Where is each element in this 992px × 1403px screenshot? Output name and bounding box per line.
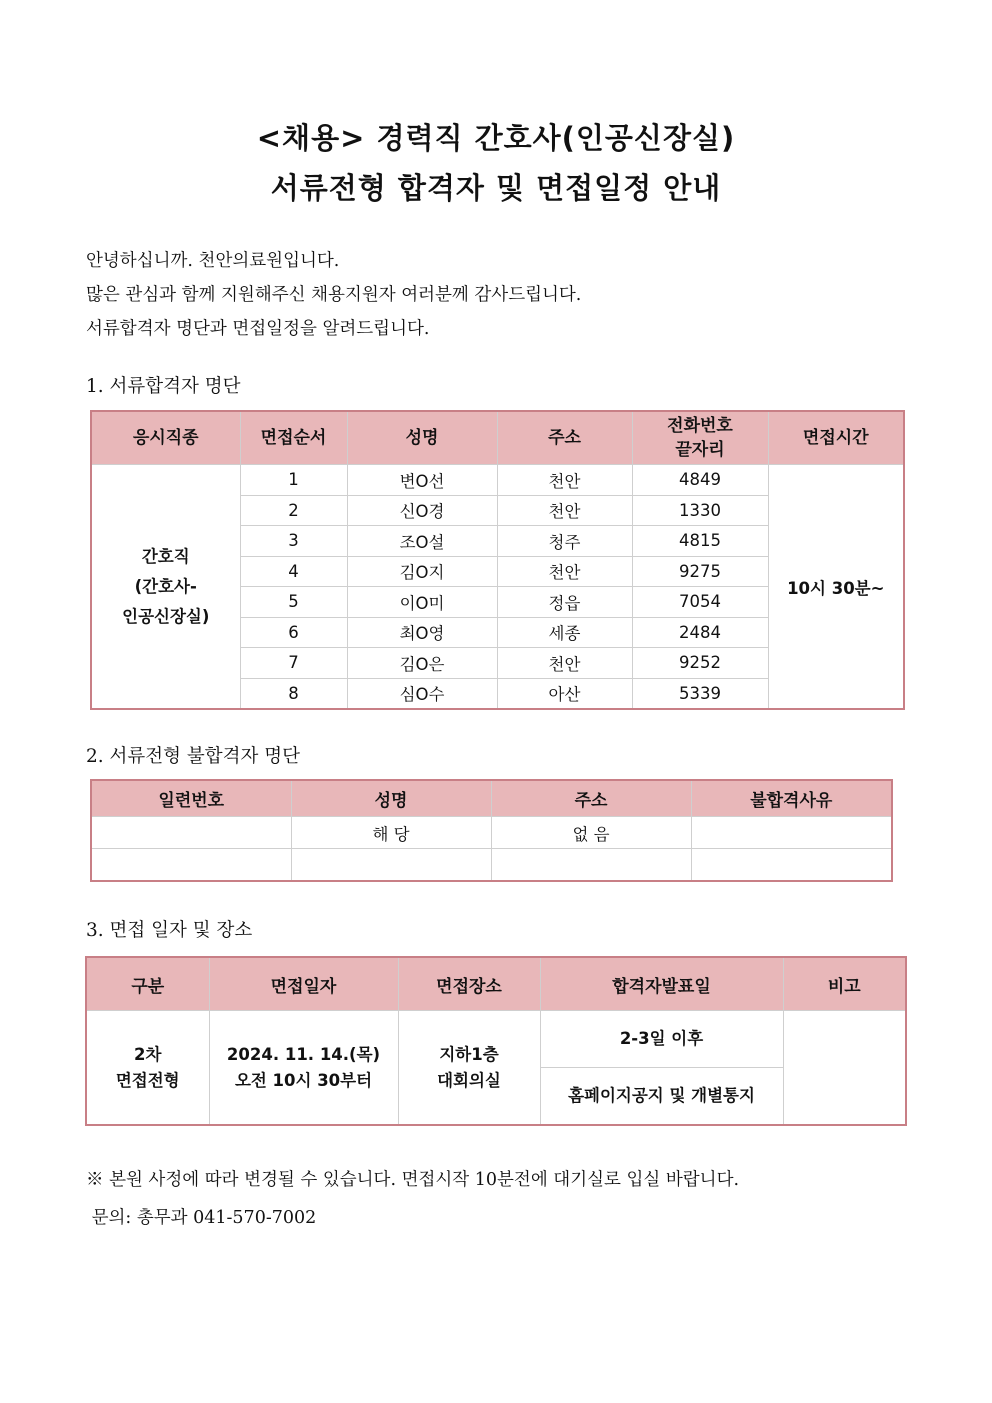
- address-cell: 없 음: [491, 817, 691, 849]
- contact-text: 문의: 총무과 041-570-7002: [86, 1208, 317, 1228]
- header-job: 응시직종: [91, 411, 240, 465]
- name-cell: 변O선: [347, 465, 497, 496]
- name-cell: 심O수: [347, 678, 497, 709]
- header-serial: 일련번호: [91, 780, 291, 817]
- footer-note: [86, 1161, 739, 1237]
- name-cell: 해 당: [291, 817, 491, 849]
- date-line: 오전 10시 30부터: [234, 1070, 373, 1090]
- time-cell: 10시 30분~: [768, 465, 904, 710]
- order-cell: 5: [240, 587, 347, 618]
- date-line: 2024. 11. 14.(목): [226, 1044, 381, 1064]
- header-phone: [632, 411, 768, 465]
- name-cell: 김O지: [347, 556, 497, 587]
- date-cell: [209, 1011, 398, 1126]
- order-cell: 4: [240, 556, 347, 587]
- announce-method-cell: 홈페이지공지 및 개별통지: [540, 1068, 783, 1126]
- intro-line: 많은 관심과 함께 지원해주신 채용지원자 여러분께 감사드립니다.: [86, 285, 582, 305]
- place-line: 대회의실: [437, 1070, 501, 1090]
- address-cell: 청주: [497, 526, 632, 557]
- category-line: 2차: [134, 1044, 162, 1064]
- empty-cell: [291, 849, 491, 882]
- job-cell: [91, 465, 240, 710]
- phone-cell: 9252: [632, 648, 768, 679]
- header-phone-line1: 전화번호: [667, 416, 733, 436]
- place-cell: [398, 1011, 540, 1126]
- name-cell: 신O경: [347, 495, 497, 526]
- header-order: 면접순서: [240, 411, 347, 465]
- table-row: [86, 1011, 906, 1068]
- section3-heading: 3. 면접 일자 및 장소: [86, 920, 253, 941]
- category-cell: [86, 1011, 209, 1126]
- phone-cell: 7054: [632, 587, 768, 618]
- address-cell: 천안: [497, 556, 632, 587]
- category-line: 면접전형: [115, 1070, 180, 1090]
- order-cell: 8: [240, 678, 347, 709]
- address-cell: 세종: [497, 617, 632, 648]
- header-remark: 비고: [783, 957, 906, 1011]
- header-date: 면접일자: [209, 957, 398, 1011]
- empty-cell: [91, 849, 291, 882]
- header-address: 주소: [491, 780, 691, 817]
- job-line: 간호직: [141, 546, 190, 566]
- order-cell: 7: [240, 648, 347, 679]
- table-header-row: [91, 780, 892, 817]
- interview-schedule-table: [85, 956, 907, 1126]
- intro-text: [86, 244, 581, 346]
- failed-applicants-table: [90, 779, 893, 882]
- name-cell: 이O미: [347, 587, 497, 618]
- announce-cell: 2-3일 이후: [540, 1011, 783, 1068]
- place-line: 지하1층: [439, 1044, 499, 1064]
- phone-cell: 5339: [632, 678, 768, 709]
- remark-cell: [783, 1011, 906, 1126]
- section2-heading: 2. 서류전형 불합격자 명단: [86, 746, 301, 767]
- empty-cell: [491, 849, 691, 882]
- order-cell: 6: [240, 617, 347, 648]
- phone-cell: 1330: [632, 495, 768, 526]
- table-row: [91, 849, 892, 882]
- header-name: 성명: [347, 411, 497, 465]
- intro-line: 안녕하십니까. 천안의료원입니다.: [86, 251, 340, 271]
- address-cell: 아산: [497, 678, 632, 709]
- header-category: 구분: [86, 957, 209, 1011]
- phone-cell: 9275: [632, 556, 768, 587]
- header-name: 성명: [291, 780, 491, 817]
- header-time: 면접시간: [768, 411, 904, 465]
- section1-heading: 1. 서류합격자 명단: [86, 376, 241, 397]
- address-cell: 정읍: [497, 587, 632, 618]
- address-cell: 천안: [497, 495, 632, 526]
- phone-cell: 4815: [632, 526, 768, 557]
- table-header-row: [86, 957, 906, 1011]
- address-cell: 천안: [497, 465, 632, 496]
- order-cell: 2: [240, 495, 347, 526]
- name-cell: 조O설: [347, 526, 497, 557]
- header-place: 면접장소: [398, 957, 540, 1011]
- intro-line: 서류합격자 명단과 면접일정을 알려드립니다.: [86, 319, 430, 339]
- job-line: 인공신장실): [122, 606, 210, 626]
- passed-applicants-table: [90, 410, 905, 710]
- header-phone-line2: 끝자리: [675, 440, 725, 460]
- title-line-2: 서류전형 합격자 및 면접일정 안내: [270, 171, 722, 205]
- address-cell: 천안: [497, 648, 632, 679]
- empty-cell: [691, 849, 892, 882]
- table-row: [91, 465, 904, 496]
- name-cell: 김O은: [347, 648, 497, 679]
- order-cell: 1: [240, 465, 347, 496]
- phone-cell: 4849: [632, 465, 768, 496]
- table-row: [91, 817, 892, 849]
- name-cell: 최O영: [347, 617, 497, 648]
- reason-cell: [691, 817, 892, 849]
- table-header-row: [91, 411, 904, 465]
- phone-cell: 2484: [632, 617, 768, 648]
- header-address: 주소: [497, 411, 632, 465]
- notice-text: ※ 본원 사정에 따라 변경될 수 있습니다. 면접시작 10분전에 대기실로 입실 바랍니다.: [86, 1170, 740, 1190]
- header-reason: 불합격사유: [691, 780, 892, 817]
- job-line: (간호사-: [134, 576, 197, 596]
- title-line-1: <채용> 경력직 간호사(인공신장실): [256, 121, 736, 155]
- order-cell: 3: [240, 526, 347, 557]
- serial-cell: [91, 817, 291, 849]
- header-announce: 합격자발표일: [540, 957, 783, 1011]
